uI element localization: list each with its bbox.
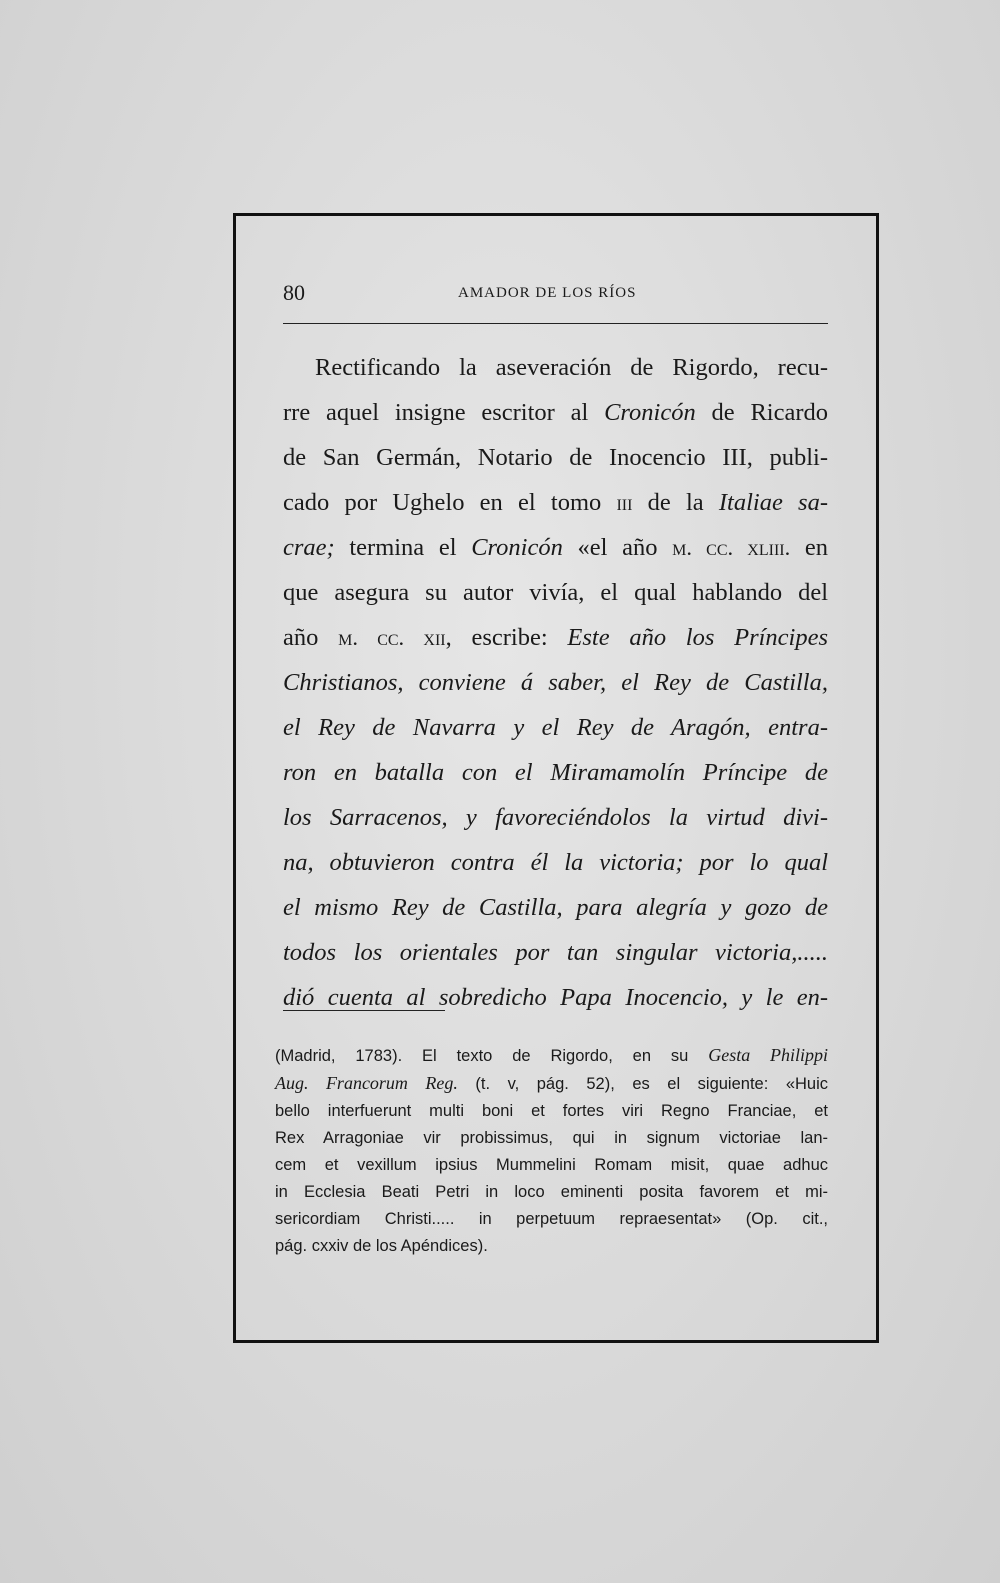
body-line — [283, 570, 828, 615]
text-run: sericordiam Christi..... in perpetuum repraesentat» (Op. cit., — [275, 1210, 828, 1228]
body-line — [283, 345, 828, 390]
italic-text: Italiae sa- — [718, 489, 828, 516]
italic-text: ron en batalla con el Miramamolín Príncipe de — [283, 759, 828, 786]
text-run: de la — [632, 489, 719, 516]
italic-text: dió cuenta al sobredicho Papa Inocencio, y le en- — [283, 984, 828, 1011]
italic-text: Christianos, conviene á saber, el Rey de Castilla, — [283, 669, 828, 696]
text-run: Rex Arragoniae vir probissimus, qui in signum victoriae lan- — [275, 1129, 828, 1147]
italic-text: el mismo Rey de Castilla, para alegría y gozo de — [283, 894, 828, 921]
body-line — [283, 390, 828, 435]
italic-text: Cronicón — [471, 534, 563, 561]
text-run: (Madrid, 1783). El texto de Rigordo, en su — [275, 1047, 709, 1065]
small-caps-text: m. cc. xliii. — [672, 535, 791, 560]
text-run: , escribe: — [445, 624, 568, 651]
small-caps-text: m. cc. xii — [338, 625, 446, 650]
text-run: «el año — [562, 534, 673, 561]
italic-text: Aug. Francorum Reg. — [275, 1073, 458, 1093]
footnote-line — [275, 1179, 828, 1206]
footnote-line — [275, 1152, 828, 1179]
italic-text: todos los orientales por tan singular victoria,..... — [283, 939, 828, 966]
body-line — [283, 705, 828, 750]
italic-text: na, obtuvieron contra él la victoria; por lo qual — [283, 849, 828, 876]
text-run: cem et vexillum ipsius Mummelini Romam misit, quae adhuc — [275, 1156, 828, 1174]
footnote-line — [275, 1233, 828, 1260]
italic-text: crae; — [283, 534, 335, 561]
body-text — [283, 345, 828, 1020]
text-run: in Ecclesia Beati Petri in loco eminenti posita favorem et mi- — [275, 1183, 828, 1201]
italic-text: Gesta Philippi — [708, 1045, 828, 1065]
text-run: de Ricardo — [695, 399, 828, 426]
footnote-line — [275, 1206, 828, 1233]
italic-text: el Rey de Navarra y el Rey de Aragón, entra- — [283, 714, 828, 741]
body-line — [283, 525, 828, 570]
text-run: Rectificando la aseveración de Rigordo, recu- — [315, 354, 828, 381]
footnote — [275, 1042, 828, 1260]
body-line — [283, 930, 828, 975]
footnote-line — [275, 1042, 828, 1070]
italic-text: los Sarracenos, y favoreciéndolos la virtud divi- — [283, 804, 828, 831]
running-head: AMADOR DE LOS RÍOS — [458, 285, 637, 301]
text-run: cado por Ughelo en el tomo — [283, 489, 617, 516]
text-run: pág. cxxiv de los Apéndices). — [275, 1237, 488, 1255]
text-run: de San Germán, Notario de Inocencio III, publi- — [283, 444, 828, 471]
text-run: rre aquel insigne escritor al — [283, 399, 605, 426]
text-run: en — [790, 534, 829, 561]
body-line — [283, 615, 828, 660]
small-caps-text: iii — [616, 490, 633, 515]
text-run: año — [283, 624, 339, 651]
footnote-line — [275, 1098, 828, 1125]
body-line — [283, 750, 828, 795]
footnote-line — [275, 1070, 828, 1098]
footnote-rule — [283, 1010, 445, 1011]
italic-text: Este año los Príncipes — [567, 624, 829, 651]
text-run: que asegura su autor vivía, el qual hablando del — [283, 579, 828, 606]
footnote-line — [275, 1125, 828, 1152]
italic-text: Cronicón — [604, 399, 696, 426]
body-line — [283, 660, 828, 705]
body-line — [283, 975, 828, 1020]
page-number: 80 — [283, 280, 305, 305]
body-line — [283, 795, 828, 840]
body-line — [283, 480, 828, 525]
text-run: termina el — [334, 534, 472, 561]
page-header — [283, 280, 828, 310]
body-line — [283, 840, 828, 885]
body-line — [283, 885, 828, 930]
text-run: bello interfuerunt multi boni et fortes viri Regno Franciae, et — [275, 1102, 828, 1120]
body-line — [283, 435, 828, 480]
text-run: (t. v, pág. 52), es el siguiente: «Huic — [457, 1075, 829, 1093]
header-rule — [283, 323, 828, 324]
